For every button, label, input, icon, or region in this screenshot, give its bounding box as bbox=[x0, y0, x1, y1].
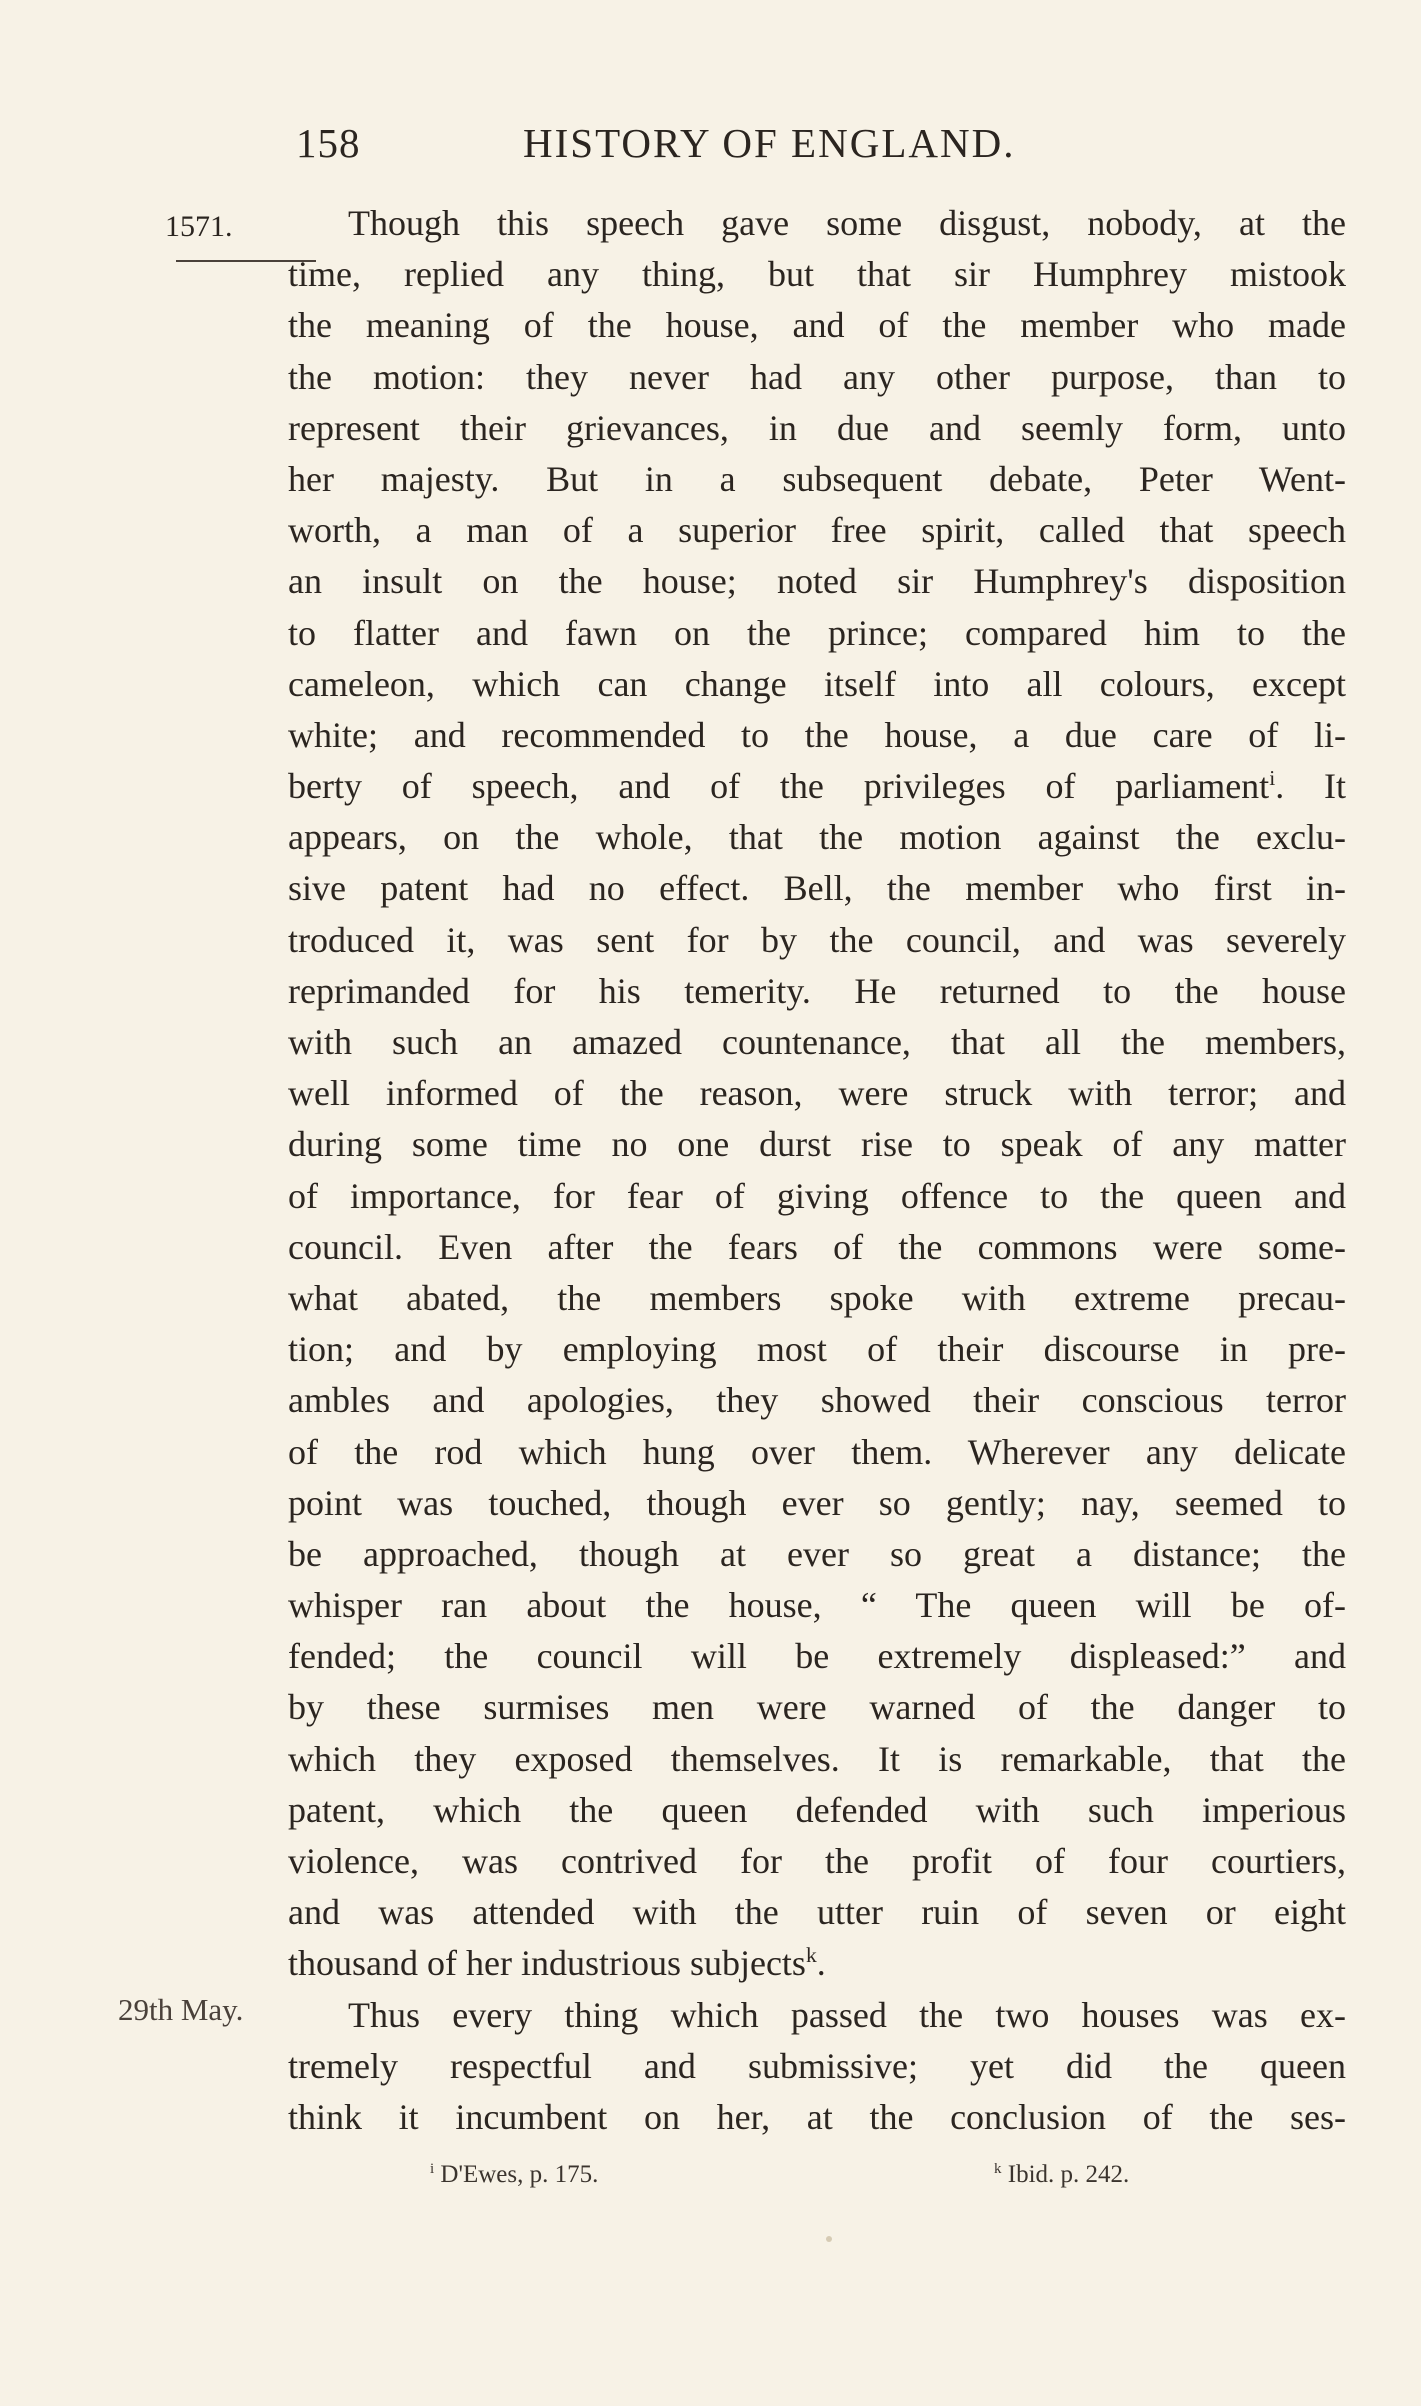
footnote-i-text: D'Ewes, p. 175. bbox=[440, 2161, 599, 2188]
text-line: sive patent had no effect. Bell, the member who first in- bbox=[288, 868, 1346, 909]
text-line: well informed of the reason, were struck with terror; and bbox=[288, 1073, 1346, 1114]
text-line: point was touched, though ever so gently; nay, seemed to bbox=[288, 1482, 1346, 1523]
text-line: and was attended with the utter ruin of seven or eight bbox=[288, 1892, 1346, 1933]
page-title: HISTORY OF ENGLAND. bbox=[523, 120, 1016, 166]
body-text bbox=[288, 198, 1346, 2143]
footnote-k bbox=[994, 2158, 1129, 2192]
text-line: with such an amazed countenance, that all the members, bbox=[288, 1022, 1346, 1062]
page-number: 158 bbox=[296, 120, 361, 166]
text-line: fended; the council will be extremely displeased:” and bbox=[288, 1636, 1346, 1677]
text-line: reprimanded for his temerity. He returned to the house bbox=[288, 970, 1346, 1011]
text-line: what abated, the members spoke with extreme precau- bbox=[288, 1277, 1346, 1318]
text-line: to flatter and fawn on the prince; compared him to the bbox=[288, 612, 1346, 653]
footnote-mark-i: i bbox=[1269, 766, 1276, 791]
text-line: be approached, though at ever so great a distance; the bbox=[288, 1533, 1346, 1574]
text-line: patent, which the queen defended with such imperious bbox=[288, 1789, 1346, 1830]
text-line: worth, a man of a superior free spirit, called that speech bbox=[288, 510, 1346, 551]
text-line: her majesty. But in a subsequent debate, Peter Went- bbox=[288, 458, 1346, 499]
footnote-k-mark: k bbox=[994, 2161, 1002, 2177]
text-line: think it incumbent on her, at the conclusion of the ses- bbox=[288, 2096, 1346, 2137]
text-line: appears, on the whole, that the motion against the exclu- bbox=[288, 817, 1346, 858]
text-line-content: thousand of her industrious subjects bbox=[288, 1943, 806, 1984]
text-line: represent their grievances, in due and seemly form, unto bbox=[288, 407, 1346, 448]
text-line: during some time no one durst rise to speak of any matter bbox=[288, 1124, 1346, 1165]
footnote-k-text: Ibid. p. 242. bbox=[1007, 2161, 1130, 2188]
text-line: tremely respectful and submissive; yet did the queen bbox=[288, 2045, 1346, 2086]
text-line-tail: . bbox=[816, 1943, 826, 1984]
text-line: time, replied any thing, but that sir Humphrey mistook bbox=[288, 254, 1346, 295]
text-line: white; and recommended to the house, a due care of li- bbox=[288, 714, 1346, 755]
text-line: an insult on the house; noted sir Humphrey's disposition bbox=[288, 561, 1346, 602]
text-line: whisper ran about the house, “ The queen will be of- bbox=[288, 1585, 1346, 1626]
text-line: tion; and by employing most of their discourse in pre- bbox=[288, 1329, 1346, 1370]
footnote-mark-k: k bbox=[805, 1943, 817, 1968]
text-line: the motion: they never had any other purpose, than to bbox=[288, 356, 1346, 397]
text-line: ambles and apologies, they showed their conscious terror bbox=[288, 1380, 1346, 1421]
text-line-content: berty of speech, and of the privileges of parliament bbox=[288, 766, 1270, 807]
paper-speck bbox=[826, 2236, 832, 2242]
text-line: the meaning of the house, and of the member who made bbox=[288, 305, 1346, 346]
text-line-with-footnote bbox=[288, 1938, 1346, 1989]
text-line: violence, was contrived for the profit of four courtiers, bbox=[288, 1841, 1346, 1881]
text-line: which they exposed themselves. It is remarkable, that the bbox=[288, 1738, 1346, 1779]
margin-date: 29th May. bbox=[118, 1992, 244, 2027]
text-line: by these surmises men were warned of the danger to bbox=[288, 1687, 1346, 1728]
text-line: cameleon, which can change itself into all colours, except bbox=[288, 663, 1346, 704]
margin-year: 1571. bbox=[165, 210, 233, 243]
text-line: Thus every thing which passed the two houses was ex- bbox=[348, 1994, 1346, 2035]
text-line: Though this speech gave some disgust, nobody, at the bbox=[348, 203, 1346, 243]
text-line: troduced it, was sent for by the council, and was severely bbox=[288, 919, 1346, 960]
text-line: of importance, for fear of giving offence to the queen and bbox=[288, 1175, 1346, 1216]
footnote-i bbox=[430, 2158, 598, 2192]
text-line-tail: It bbox=[1324, 766, 1347, 807]
text-line-with-footnote: berty of speech, and of the privileges of parliament$^i$. It bbox=[288, 766, 1347, 807]
footnote-i-mark: i bbox=[430, 2161, 435, 2177]
text-line: of the rod which hung over them. Wherever any delicate bbox=[288, 1431, 1346, 1472]
text-line: council. Even after the fears of the commons were some- bbox=[288, 1226, 1346, 1267]
